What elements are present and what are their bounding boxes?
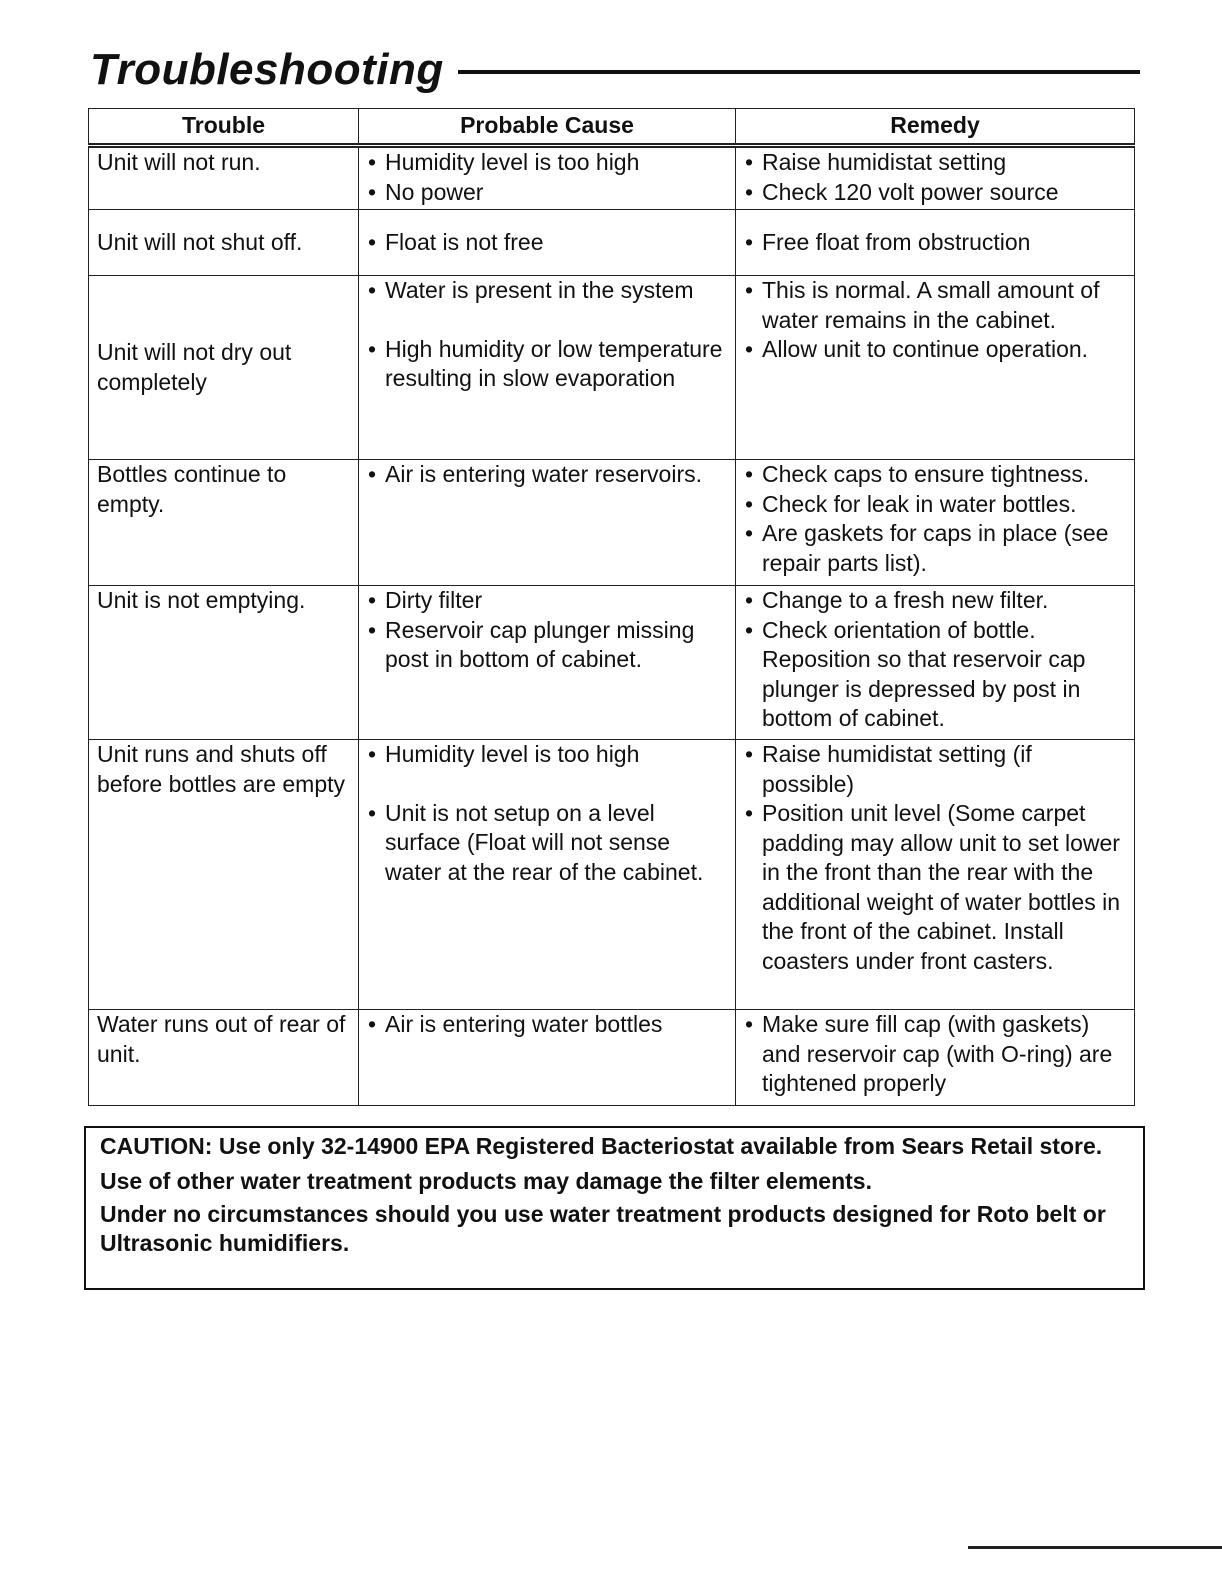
caution-text: Use of other water treatment products may damage the filter elements.: [100, 1168, 872, 1194]
trouble-cell: Unit runs and shuts off before bottles are empty: [89, 740, 359, 1010]
cause-item: • Dirty filter: [367, 586, 729, 616]
remedy-item: • Check caps to ensure tightness.: [744, 460, 1128, 490]
cause-cell: [359, 276, 736, 460]
table-row: [89, 586, 1135, 740]
remedy-item: • Free float from obstruction: [744, 228, 1128, 258]
remedy-cell: [736, 460, 1135, 586]
column-header-cause: Probable Cause: [359, 109, 736, 146]
cause-cell: [359, 586, 736, 740]
remedy-item: • Make sure fill cap (with gaskets) and reservoir cap (with O-ring) are tightened properly: [744, 1010, 1128, 1099]
caution-text: CAUTION: Use only 32-14900 EPA Registered Bacteriostat available from Sears Retail store.: [100, 1133, 1103, 1159]
cause-cell: [359, 1010, 736, 1106]
table-row: [89, 276, 1135, 460]
caution-text: Under no circumstances should you use water treatment products designed for Roto belt or Ultrasonic humidifiers.: [100, 1201, 1106, 1256]
footer-rule: [968, 1546, 1222, 1549]
remedy-item: • This is normal. A small amount of water remains in the cabinet.: [744, 276, 1128, 335]
remedy-item: • Check 120 volt power source: [744, 178, 1128, 208]
cause-cell: [359, 740, 736, 1010]
cause-cell: [359, 146, 736, 210]
table-row: [89, 460, 1135, 586]
remedy-item: • Raise humidistat setting (if possible): [744, 740, 1128, 799]
caution-box: [84, 1126, 1145, 1290]
troubleshooting-table: [88, 108, 1135, 1106]
cause-item: • No power: [367, 178, 729, 208]
remedy-item: • Allow unit to continue operation.: [744, 335, 1128, 365]
cause-cell: [359, 210, 736, 276]
table-header-row: [89, 109, 1135, 146]
cause-item: • Humidity level is too high: [367, 148, 729, 178]
page-title: Troubleshooting: [90, 45, 444, 94]
table-row: [89, 740, 1135, 1010]
table-row: [89, 210, 1135, 276]
remedy-item: • Check orientation of bottle. Reposition so that reservoir cap plunger is depressed by post in bottom of cabinet.: [744, 616, 1128, 734]
cause-cell: [359, 460, 736, 586]
remedy-cell: [736, 1010, 1135, 1106]
remedy-cell: [736, 586, 1135, 740]
cause-item: • Reservoir cap plunger missing post in bottom of cabinet.: [367, 616, 729, 675]
column-header-remedy: Remedy: [736, 109, 1135, 146]
cause-item: • Humidity level is too high: [367, 740, 729, 770]
remedy-cell: [736, 210, 1135, 276]
table-row: [89, 146, 1135, 210]
remedy-item: • Change to a fresh new filter.: [744, 586, 1128, 616]
remedy-item: • Raise humidistat setting: [744, 148, 1128, 178]
trouble-cell: Unit will not dry out completely: [89, 276, 359, 460]
cause-item: • Unit is not setup on a level surface (Float will not sense water at the rear of the cabinet.: [367, 799, 729, 888]
remedy-item: • Check for leak in water bottles.: [744, 490, 1128, 520]
trouble-cell: Unit will not run.: [89, 146, 359, 210]
cause-item: • Water is present in the system: [367, 276, 729, 306]
remedy-cell: [736, 146, 1135, 210]
trouble-cell: Water runs out of rear of unit.: [89, 1010, 359, 1106]
title-rule: [458, 70, 1140, 74]
remedy-cell: [736, 740, 1135, 1010]
column-header-trouble: Trouble: [89, 109, 359, 146]
remedy-item: • Are gaskets for caps in place (see repair parts list).: [744, 519, 1128, 578]
remedy-cell: [736, 276, 1135, 460]
trouble-cell: Unit is not emptying.: [89, 586, 359, 740]
page-header: [90, 40, 1140, 100]
table-row: [89, 1010, 1135, 1106]
cause-item: • Float is not free: [367, 228, 729, 258]
cause-item: • Air is entering water reservoirs.: [367, 460, 729, 490]
remedy-item: • Position unit level (Some carpet padding may allow unit to set lower in the front than the rear with the additional weight of water bottles in the front of the cabinet. Install coasters under front casters.: [744, 799, 1128, 976]
trouble-cell: Bottles continue to empty.: [89, 460, 359, 586]
trouble-cell: Unit will not shut off.: [89, 210, 359, 276]
cause-item: • Air is entering water bottles: [367, 1010, 729, 1040]
cause-item: • High humidity or low temperature resulting in slow evaporation: [367, 335, 729, 394]
